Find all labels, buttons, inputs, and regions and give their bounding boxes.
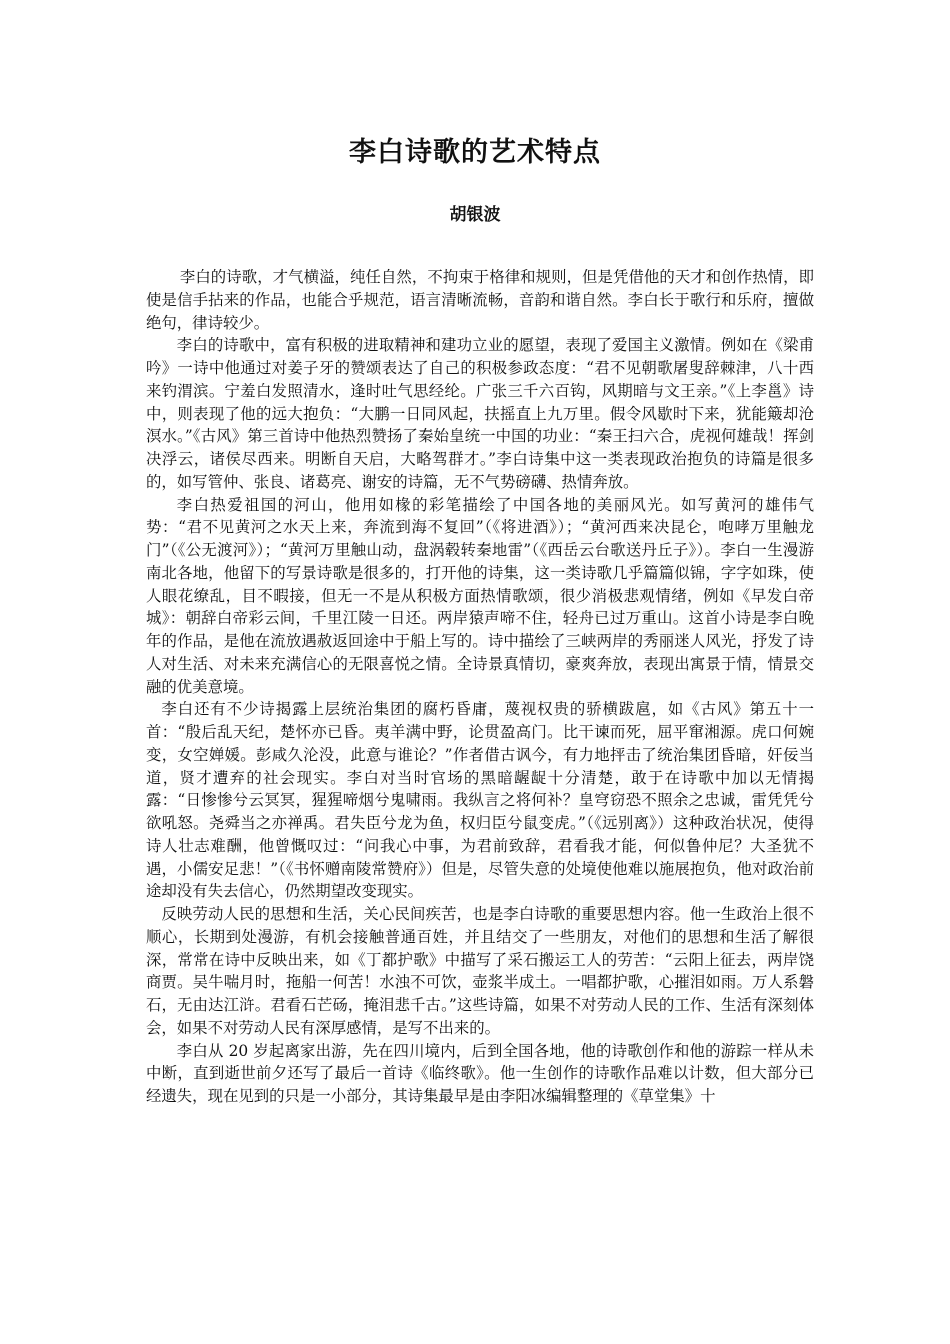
- paragraph-travels: 李白从 20 岁起离家出游，先在四川境内，后到全国各地，他的诗歌创作和他的游踪一样从未中断，直到逝世前夕还写了最后一首诗《临终歌》。他一生创作的诗歌作品难以计数，但大部分已经遗失，现在见到的只是一小部分，其诗集最早是由李阳冰编辑整理的《草堂集》十: [146, 1041, 814, 1105]
- paragraph-working-people: 反映劳动人民的思想和生活，关心民间疾苦，也是李白诗歌的重要思想内容。他一生政治上很不顺心，长期到处漫游，有机会接触普通百姓，并且结交了一些朋友，对他们的思想和生活了解很深，常常在诗中反映出来，如《丁都护歌》中描写了采石搬运工人的劳苦：“云阳上征去，两岸饶商贾。吴牛喘月时，拖船一何苦！水浊不可饮，壶浆半成土。一唱都护歌，心摧泪如雨。万人系磐石，无由达江浒。君看石芒砀，掩泪悲千古。”这些诗篇，如果不对劳动人民的工作、生活有深刻体会，如果不对劳动人民有深厚感情，是写不出来的。: [146, 905, 814, 1037]
- paragraph-criticism: 李白还有不少诗揭露上层统治集团的腐朽昏庸，蔑视权贵的骄横跋扈，如《古风》第五十一首：“殷后乱天纪，楚怀亦已昏。夷羊满中野，论贯盈高门。比干谏而死，屈平窜湘源。虎口何婉变，女空婵媛。彭咸久沦没，此意与谁论？”作者借古讽今，有力地抨击了统治集团昏暗，奸佞当道，贤才遭弃的社会现实。李白对当时官场的黑暗龌龊十分清楚，敢于在诗歌中加以无情揭露：“日惨惨兮云冥冥，猩猩啼烟兮鬼啸雨。我纵言之将何补？皇穹窃恐不照余之忠诚，雷凭凭兮欲吼怒。尧舜当之亦禅禹。君失臣兮龙为鱼，权归臣兮鼠变虎。”（《远别离》）这种政治状况，使得诗人壮志难酬，他曾慨叹过：“问我心中事，为君前致辞，君看我才能，何似鲁仲尼？大圣犹不遇，小儒安足悲！”（《书怀赠南陵常赞府》）但是，尽管失意的处境使他难以施展抱负，他对政治前途却没有失去信心，仍然期望改变现实。: [146, 700, 814, 901]
- document-title: 李白诗歌的艺术特点: [349, 137, 601, 168]
- paragraph-ambition: 李白的诗歌中，富有积极的进取精神和建功立业的愿望，表现了爱国主义激情。例如在《梁甫吟》一诗中他通过对姜子牙的赞颂表达了自己的积极参政态度：“君不见朝歌屠叟辞棘津，八十西来钓渭滨。宁羞白发照清水，逢时吐气思经纶。广张三千六百钩，风期暗与文王亲。”《上李邕》诗中，则表现了他的远大抱负：“大鹏一日同风起，扶摇直上九万里。假令风歇时下来，犹能簸却沧溟水。”《古风》第三首诗中他热烈赞扬了秦始皇统一中国的功业：“秦王扫六合，虎视何雄哉！挥剑决浮云，诸侯尽西来。明断自天启，大略驾群才。”李白诗集中这一类表现政治抱负的诗篇是很多的，如写管仲、张良、诸葛亮、谢安的诗篇，无不气势磅礴、热情奔放。: [146, 336, 814, 491]
- paragraph-landscape: 李白热爱祖国的河山，他用如椽的彩笔描绘了中国各地的美丽风光。如写黄河的雄伟气势：“君不见黄河之水天上来，奔流到海不复回”（《将进酒》）；“黄河西来决昆仑，咆哮万里触龙门”（《公无渡河》）；“黄河万里触山动，盘涡毂转秦地雷”（《西岳云台歌送丹丘子》）。李白一生漫游南北各地，他留下的写景诗歌是很多的，打开他的诗集，这一类诗歌几乎篇篇似锦，字字如珠，使人眼花缭乱，目不暇接，但无一不是从积极方面热情歌颂，很少消极悲观情绪，例如《早发白帝城》：朝辞白帝彩云间，千里江陵一日还。两岸猿声啼不住，轻舟已过万重山。这首小诗是李白晚年的作品，是他在流放遇赦返回途中于船上写的。诗中描绘了三峡两岸的秀丽迷人风光，抒发了诗人对生活、对未来充满信心的无限喜悦之情。全诗景真情切，豪爽奔放，表现出寓景于情，情景交融的优美意境。: [146, 495, 814, 696]
- document-body: [146, 266, 814, 1108]
- document-author: 胡银波: [449, 205, 501, 225]
- paragraph-intro: 李白的诗歌，才气横溢，纯任自然，不拘束于格律和规则，但是凭借他的天才和创作热情，即使是信手拈来的作品，也能合乎规范，语言清晰流畅，音韵和谐自然。李白长于歌行和乐府，擅做绝句，律诗较少。: [146, 268, 814, 332]
